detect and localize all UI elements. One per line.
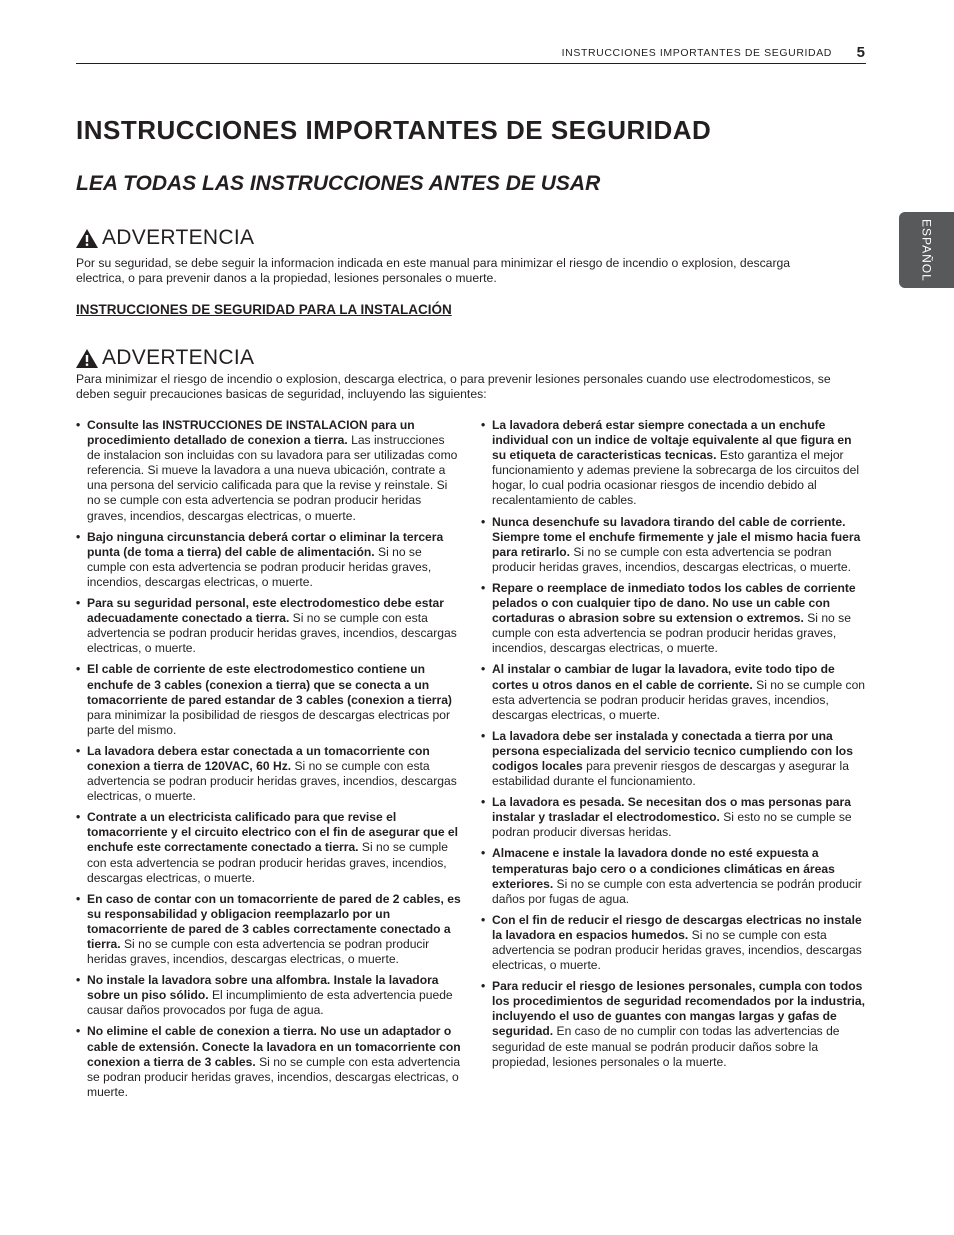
item-bold-text: No instale la lavadora sobre una alfombra. Instale la lavadora sobre un piso sólido. xyxy=(87,973,439,1003)
list-item xyxy=(76,810,461,885)
list-item xyxy=(481,795,866,840)
item-bold-text: Al instalar o cambiar de lugar la lavadora, evite todo tipo de cortes u otros danos en el cable de corriente. xyxy=(492,662,835,692)
list-item xyxy=(76,530,461,590)
bullet: • xyxy=(76,418,81,432)
warning-heading-1 xyxy=(76,226,254,250)
item-text: Si no se cumple con esta advertencia se podran producir heridas graves, incendios, descargas electricas, o muerte. xyxy=(87,544,432,589)
warning-triangle-icon xyxy=(76,229,98,248)
list-item xyxy=(76,744,461,804)
item-bold-text: Con el fin de reducir el riesgo de descargas electricas no instale la lavadora en espacios humedos. xyxy=(492,912,862,942)
warning-triangle-icon xyxy=(76,349,98,368)
item-bold-text: Bajo ninguna circunstancia deberá cortar o eliminar la tercera punta (de toma a tierra) del cable de alimentación. xyxy=(87,529,444,559)
language-side-tab xyxy=(899,212,954,288)
item-bold-text: Para su seguridad personal, este electrodomestico debe estar adecuadamente conectado a tierra. xyxy=(87,596,444,626)
list-item xyxy=(481,662,866,722)
bullet: • xyxy=(76,891,81,906)
bullet: • xyxy=(76,1024,81,1039)
list-item xyxy=(481,913,866,973)
item-text: Si no se cumple con esta advertencia se podran producir heridas graves, incendios, descargas electricas, o muerte. xyxy=(87,840,448,885)
item-text: Si no se cumple con esta advertencia se podran producir heridas graves, incendios, descargas electricas, o muerte. xyxy=(492,677,866,722)
bullet: • xyxy=(76,662,81,677)
item-bold-text: Almacene e instale la lavadora donde no esté expuesta a temperaturas bajo cero o a condiciones climáticas en áreas exteriores. xyxy=(492,846,835,891)
warning-heading-2 xyxy=(76,346,254,370)
item-bold-text: La lavadora debe ser instalada y conectada a tierra por una persona especializada del servicio tecnico cumpliendo con los codigos locales xyxy=(492,728,853,773)
item-bold-text: La lavadora es pesada. Se necesitan dos o mas personas para instalar y trasladar el electrodomestico. xyxy=(492,795,851,825)
item-bold-text: No elimine el cable de conexion a tierra. No use un adaptador o cable de extensión. Conecte la lavadora en un tomacorriente con conexion a tierra de 3 cables. xyxy=(87,1024,461,1069)
list-item xyxy=(76,662,461,737)
item-text: Esto garantiza el mejor funcionamiento y ademas previene la sobrecarga de los circuitos del hogar, lo cual podria ocasionar riesgos de incendio debido al recalentamiento de cables. xyxy=(492,448,860,508)
page-subtitle: LEA TODAS LAS INSTRUCCIONES ANTES DE USAR xyxy=(76,172,601,195)
list-item xyxy=(76,892,461,967)
bullet: • xyxy=(481,580,486,595)
item-text: Si no se cumple con esta advertencia se podran producir heridas graves, incendios, descargas electricas, o muerte. xyxy=(87,611,457,656)
item-text: para prevenir riesgos de descargas y asegurar la estabilidad durante el funcionamiento. xyxy=(492,758,849,789)
bullet: • xyxy=(481,662,486,677)
list-item xyxy=(481,846,866,906)
bullet: • xyxy=(481,979,486,994)
item-text: Si no se cumple con esta advertencia se podran producir heridas graves, incendios, descargas electricas, o muerte. xyxy=(87,937,430,967)
language-tab-label: ESPAÑOL xyxy=(919,218,934,282)
warning-title-2: ADVERTENCIA xyxy=(102,346,255,369)
item-bold-text: El cable de corriente de este electrodomestico contiene un enchufe de 3 cables (conexion a tierra) que se conecta a un tomacorriente de pared estandar de 3 cables (conexion a tierra) xyxy=(87,662,452,707)
item-text: Si esto no se cumple se podran producir diversas heridas. xyxy=(492,810,852,840)
item-text: Las instrucciones de instalacion son incluidas con su lavadora para ser utilizadas como referencia. Si mueve la lavadora a una nueva ubicación, contrate a una persona del servicio calificada para que la revise y reinstale. Si no se cumple con esta advertencia se podran producir heridas graves, incendios, descargas electricas, o muerte. xyxy=(87,433,458,523)
item-text: Si no se cumple con esta advertencia se podran producir heridas graves, incendios, descargas electricas, o muerte. xyxy=(492,927,862,973)
bullet: • xyxy=(76,973,81,988)
warning-text-1: Por su seguridad, se debe seguir la informacion indicada en este manual para minimizar el riesgo de incendio o explosion, descarga electrica, o para prevenir danos a la propiedad, lesiones personales o muerte. xyxy=(76,256,791,285)
item-bold-text: Contrate a un electricista calificado para que revise el tomacorriente y el circuito electrico con el fin de asegurar que el enchufe este correctamente conectado a tierra. xyxy=(87,810,458,855)
list-item xyxy=(76,596,461,656)
page-title: INSTRUCCIONES IMPORTANTES DE SEGURIDAD xyxy=(76,115,712,145)
bullet: • xyxy=(481,795,486,810)
bullet: • xyxy=(481,912,486,927)
item-bold-text: La lavadora debera estar conectada a un tomacorriente con conexion a tierra de 120VAC, 60 Hz. xyxy=(87,743,430,773)
item-text: Si no se cumple con esta advertencia se podran producir heridas graves, incendios, descargas electricas, o muerte. xyxy=(87,1054,461,1099)
page-number: 5 xyxy=(856,44,865,61)
header-divider xyxy=(76,63,866,64)
bullet: • xyxy=(76,810,81,825)
list-item xyxy=(76,418,461,524)
item-bold-text: Nunca desenchufe su lavadora tirando del cable de corriente. Siempre tome el enchufe firmemente y jale el mismo hacia fuera para retirarlo. xyxy=(492,514,861,559)
warning-text-2: Para minimizar el riesgo de incendio o explosion, descarga electrica, o para prevenir lesiones personales cuando use electrodomesticos, se deben seguir precauciones basicas de seguridad, incluyendo las siguientes: xyxy=(76,372,831,401)
item-bold-text: La lavadora deberá estar siempre conectada a un enchufe individual con un indice de voltaje equivalente al que figura en su etiqueta de caracteristicas tecnicas. xyxy=(492,418,852,463)
warning-title-1: ADVERTENCIA xyxy=(102,226,255,249)
list-item xyxy=(481,979,866,1070)
item-text: Si no se cumple con esta advertencia se podrán producir daños por fugas de agua. xyxy=(492,876,862,906)
list-item xyxy=(481,581,866,656)
item-bold-text: Consulte las INSTRUCCIONES DE INSTALACION para un procedimiento detallado de conexion a tierra. xyxy=(87,418,415,448)
safety-list-right xyxy=(481,418,866,1076)
bullet: • xyxy=(481,514,486,529)
item-text: Si no se cumple con esta advertencia se podran producir heridas graves, incendios, descargas electricas, o muerte. xyxy=(492,544,851,574)
bullet: • xyxy=(76,743,81,758)
list-item xyxy=(76,973,461,1018)
item-text: Si no se cumple con esta advertencia se podran producir heridas graves, incendios, descargas electricas, o muerte. xyxy=(492,611,851,656)
item-text: El incumplimiento de esta advertencia puede causar daños provocados por fuga de agua. xyxy=(87,988,453,1018)
safety-list-left xyxy=(76,418,461,1106)
list-item xyxy=(481,729,866,789)
installation-safety-heading: INSTRUCCIONES DE SEGURIDAD PARA LA INSTALACIÓN xyxy=(76,302,452,317)
list-item xyxy=(481,418,866,509)
bullet: • xyxy=(481,846,486,861)
list-item xyxy=(481,515,866,575)
bullet: • xyxy=(76,596,81,611)
item-text: para minimizar la posibilidad de riesgos de descargas electricas por parte del mismo. xyxy=(87,707,450,737)
item-bold-text: En caso de contar con un tomacorriente de pared de 2 cables, es su responsabilidad y obligacion reemplazarlo por un tomacorriente de pared de 3 cables correctamente conectado a tierra. xyxy=(87,891,461,951)
bullet: • xyxy=(481,418,486,432)
item-bold-text: Repare o reemplace de inmediato todos los cables de corriente pelados o con cualquier tipo de dano. No use un cable con cortaduras o abrasion sobre su extension o extremos. xyxy=(492,580,856,626)
bullet: • xyxy=(481,728,486,743)
item-text: Si no se cumple con esta advertencia se podran producir heridas graves, incendios, descargas electricas, o muerte. xyxy=(87,758,457,804)
item-bold-text: Para reducir el riesgo de lesiones personales, cumpla con todos los procedimientos de seguridad recomendados por la industria, incluyendo el uso de guantes con mangas largas y gafas de seguridad. xyxy=(492,979,865,1039)
item-text: En caso de no cumplir con todas las advertencias de seguridad de este manual se podrán producir daños sobre la propiedad, lesiones personales o la muerte. xyxy=(492,1024,840,1069)
running-header-title: INSTRUCCIONES IMPORTANTES DE SEGURIDAD xyxy=(561,47,832,59)
bullet: • xyxy=(76,529,81,544)
list-item xyxy=(76,1024,461,1099)
